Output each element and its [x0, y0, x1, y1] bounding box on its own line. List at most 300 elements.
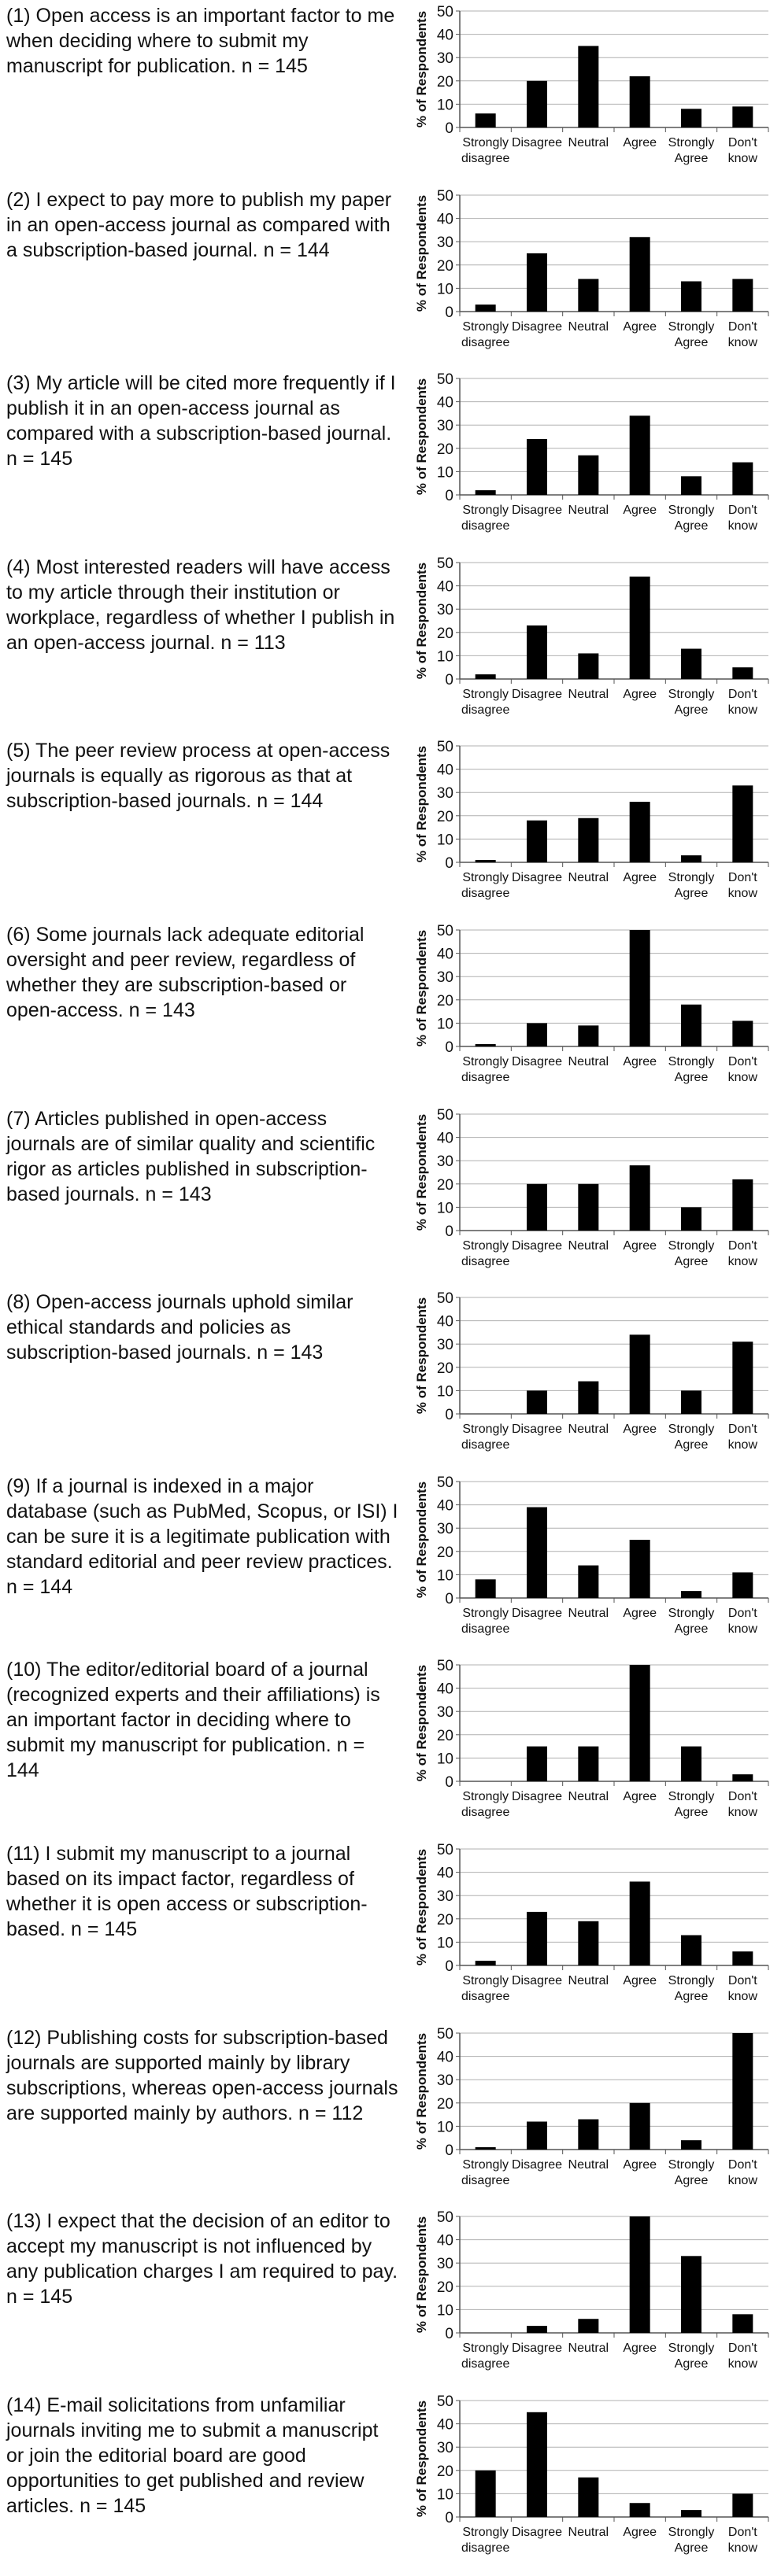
- chart-panel: [0, 2209, 781, 2392]
- y-axis-label: % of Respondents: [414, 2400, 429, 2517]
- x-tick-label: Don't know: [727, 504, 758, 533]
- bar: [527, 1183, 547, 1230]
- bar: [476, 304, 496, 312]
- bar: [630, 76, 650, 127]
- y-axis-label: % of Respondents: [414, 1848, 429, 1966]
- y-tick-label: 40: [436, 762, 453, 779]
- y-tick-label: 50: [436, 739, 453, 756]
- y-tick-label: 40: [436, 27, 453, 44]
- y-tick-label: 0: [445, 304, 453, 321]
- x-tick-label: Strongly disagree: [461, 1423, 510, 1452]
- bar: [681, 1591, 701, 1598]
- y-tick-label: 0: [445, 2142, 453, 2159]
- y-tick-label: 0: [445, 671, 453, 688]
- survey-statement: (5) The peer review process at open-access journals is equally as rigorous as that at subscription-based journals. n = 144: [6, 740, 390, 813]
- bar: [527, 253, 547, 312]
- bar-chart: [409, 1841, 773, 2022]
- x-tick-label: Strongly disagree: [461, 2342, 510, 2371]
- bar: [476, 1961, 496, 1965]
- y-tick-label: 20: [436, 2463, 453, 2480]
- bar: [732, 279, 753, 311]
- y-tick-label: 50: [436, 1474, 453, 1491]
- x-tick-label: Neutral: [568, 1055, 609, 1068]
- x-tick-label: Strongly Agree: [668, 1423, 715, 1452]
- y-tick-label: 40: [436, 2049, 453, 2066]
- bar: [578, 2477, 598, 2516]
- y-tick-label: 30: [436, 234, 453, 251]
- chart-panel: [0, 1290, 781, 1473]
- y-tick-label: 50: [436, 1290, 453, 1308]
- y-tick-label: 20: [436, 1176, 453, 1194]
- bar: [527, 2121, 547, 2150]
- y-axis-label: % of Respondents: [414, 929, 429, 1047]
- x-tick-label: Strongly Agree: [668, 1055, 715, 1084]
- x-tick-label: Neutral: [568, 1790, 609, 1804]
- bar: [681, 1747, 701, 1781]
- x-tick-label: Neutral: [568, 2157, 609, 2172]
- y-tick-label: 30: [436, 2072, 453, 2089]
- survey-statement: (10) The editor/editorial board of a journal (recognized experts and their affiliations) is an important factor in deciding where to submit my manuscript for publication. n = 144: [6, 1659, 380, 1782]
- x-tick-label: Neutral: [568, 136, 609, 149]
- chart-panel: [0, 1474, 781, 1657]
- x-tick-label: Agree: [623, 319, 657, 334]
- x-tick-label: Neutral: [568, 687, 609, 701]
- bar: [681, 2510, 701, 2517]
- y-tick-label: 50: [436, 187, 453, 205]
- x-tick-label: Agree: [623, 504, 657, 518]
- bar: [476, 2471, 496, 2517]
- y-tick-label: 40: [436, 1865, 453, 1882]
- x-tick-label: Agree: [623, 687, 657, 701]
- bar: [732, 1342, 753, 1414]
- y-tick-label: 10: [436, 2302, 453, 2320]
- y-tick-label: 10: [436, 1751, 453, 1768]
- x-tick-label: Agree: [623, 136, 657, 149]
- x-tick-label: Don't know: [727, 1055, 758, 1084]
- x-tick-label: Disagree: [511, 1238, 563, 1253]
- survey-statement: (9) If a journal is indexed in a major database (such as PubMed, Scopus, or ISI) I can be sure it is a legitimate publication with standard editorial and peer review practices. n = 144: [6, 1474, 398, 1598]
- y-tick-label: 30: [436, 2256, 453, 2273]
- x-tick-label: Neutral: [568, 871, 609, 885]
- chart-panel: [0, 1841, 781, 2024]
- x-tick-label: Don't know: [727, 871, 758, 901]
- bar-chart: [409, 555, 773, 736]
- chart-panel: [0, 2393, 781, 2576]
- x-tick-label: Disagree: [511, 871, 563, 885]
- x-tick-label: Strongly disagree: [461, 871, 510, 901]
- bar: [681, 477, 701, 496]
- y-tick-label: 40: [436, 946, 453, 963]
- bar: [476, 674, 496, 679]
- bar: [578, 279, 598, 311]
- y-tick-label: 30: [436, 1153, 453, 1170]
- x-tick-label: Strongly Agree: [668, 871, 715, 901]
- bar-chart: [409, 1657, 773, 1838]
- y-tick-label: 0: [445, 120, 453, 137]
- bar-chart: [409, 2209, 773, 2390]
- bar: [630, 2503, 650, 2517]
- x-tick-label: Disagree: [511, 1423, 563, 1437]
- x-tick-label: Strongly disagree: [461, 2157, 510, 2187]
- y-tick-label: 50: [436, 1842, 453, 1858]
- y-tick-label: 0: [445, 2326, 453, 2343]
- bar: [578, 1921, 598, 1965]
- bar: [578, 818, 598, 862]
- x-tick-label: Neutral: [568, 1423, 609, 1437]
- x-tick-label: Agree: [623, 871, 657, 885]
- y-axis-label: % of Respondents: [414, 746, 429, 863]
- bar-chart: [409, 1290, 773, 1471]
- bar-chart: [409, 1106, 773, 1287]
- y-tick-label: 10: [436, 832, 453, 849]
- x-tick-label: Agree: [623, 1423, 657, 1437]
- x-tick-label: Disagree: [511, 1974, 563, 1987]
- bar: [630, 2216, 650, 2333]
- bar: [527, 81, 547, 127]
- bar: [681, 1005, 701, 1046]
- survey-statement: (12) Publishing costs for subscription-based journals are supported mainly by library subscriptions, whereas open-access journals are supported mainly by authors. n = 112: [6, 2026, 398, 2124]
- x-tick-label: Agree: [623, 2525, 657, 2539]
- bar-chart: [409, 371, 773, 552]
- bar: [527, 2412, 547, 2517]
- bar: [527, 1912, 547, 1965]
- y-tick-label: 40: [436, 1130, 453, 1147]
- bar: [681, 109, 701, 127]
- y-tick-label: 0: [445, 2509, 453, 2526]
- chart-panel: [0, 922, 781, 1105]
- chart-panel: [0, 555, 781, 738]
- chart-panel: [0, 187, 781, 371]
- bar: [578, 1565, 598, 1597]
- survey-statement: (3) My article will be cited more frequently if I publish it in an open-access journal as compared with a subscription-based journal. n = 145: [6, 372, 396, 471]
- y-tick-label: 30: [436, 1704, 453, 1722]
- y-axis-label: % of Respondents: [414, 378, 429, 496]
- y-tick-label: 0: [445, 1590, 453, 1607]
- x-tick-label: Disagree: [511, 1790, 563, 1804]
- bar: [732, 2493, 753, 2517]
- bar-chart: [409, 738, 773, 919]
- bar: [527, 439, 547, 495]
- x-tick-label: Strongly disagree: [461, 504, 510, 533]
- survey-statement: (8) Open-access journals uphold similar ethical standards and policies as subscription-based journals. n = 143: [6, 1291, 353, 1364]
- x-tick-label: Strongly Agree: [668, 2157, 715, 2187]
- bar-chart: [409, 1474, 773, 1655]
- y-tick-label: 20: [436, 2095, 453, 2113]
- x-tick-label: Disagree: [511, 1055, 563, 1068]
- x-tick-label: Disagree: [511, 1606, 563, 1620]
- x-tick-label: Neutral: [568, 2525, 609, 2539]
- bar: [476, 1579, 496, 1598]
- y-tick-label: 20: [436, 625, 453, 642]
- bar: [476, 860, 496, 862]
- x-tick-label: Disagree: [511, 2157, 563, 2172]
- bar: [732, 667, 753, 679]
- bar: [681, 1391, 701, 1415]
- bar: [732, 1179, 753, 1230]
- bar: [732, 1020, 753, 1046]
- y-tick-label: 20: [436, 1911, 453, 1928]
- y-tick-label: 20: [436, 441, 453, 458]
- y-tick-label: 20: [436, 2279, 453, 2296]
- x-tick-label: Don't know: [727, 1790, 758, 1820]
- x-tick-label: Neutral: [568, 504, 609, 518]
- y-tick-label: 0: [445, 488, 453, 505]
- bar: [681, 1207, 701, 1231]
- bar: [578, 1025, 598, 1046]
- chart-panel: [0, 371, 781, 554]
- bar: [732, 786, 753, 863]
- bar: [732, 1951, 753, 1965]
- x-tick-label: Disagree: [511, 2342, 563, 2356]
- y-tick-label: 40: [436, 1681, 453, 1698]
- x-tick-label: Strongly Agree: [668, 1606, 715, 1636]
- y-tick-label: 40: [436, 394, 453, 411]
- y-axis-label: % of Respondents: [414, 2032, 429, 2150]
- x-tick-label: Neutral: [568, 2342, 609, 2356]
- y-tick-label: 10: [436, 2486, 453, 2504]
- x-tick-label: Strongly disagree: [461, 687, 510, 717]
- y-tick-label: 40: [436, 1313, 453, 1330]
- bar-chart: [409, 2393, 773, 2574]
- y-tick-label: 10: [436, 97, 453, 114]
- x-tick-label: Neutral: [568, 1606, 609, 1620]
- x-tick-label: Strongly disagree: [461, 319, 510, 349]
- x-tick-label: Strongly Agree: [668, 2342, 715, 2371]
- y-tick-label: 30: [436, 418, 453, 435]
- x-tick-label: Neutral: [568, 319, 609, 334]
- x-tick-label: Don't know: [727, 687, 758, 717]
- y-axis-label: % of Respondents: [414, 2216, 429, 2334]
- bar: [527, 2326, 547, 2333]
- y-tick-label: 40: [436, 578, 453, 596]
- bar: [578, 1747, 598, 1781]
- y-tick-label: 50: [436, 371, 453, 389]
- x-tick-label: Don't know: [727, 1974, 758, 2003]
- x-tick-label: Strongly disagree: [461, 1974, 510, 2003]
- bar: [630, 577, 650, 679]
- x-tick-label: Strongly Agree: [668, 1238, 715, 1268]
- survey-statement: (11) I submit my manuscript to a journal based on its impact factor, regardless of whether it is open access or subscription-based. n = 145: [6, 1843, 368, 1940]
- x-tick-label: Agree: [623, 1974, 657, 1987]
- bar-chart: [409, 187, 773, 368]
- y-tick-label: 30: [436, 1337, 453, 1354]
- x-tick-label: Agree: [623, 2157, 657, 2172]
- survey-statement: (7) Articles published in open-access journals are of similar quality and scientific rigor as articles published in subscription-based journals. n = 143: [6, 1107, 376, 1205]
- x-tick-label: Disagree: [511, 504, 563, 518]
- y-tick-label: 40: [436, 2416, 453, 2434]
- y-tick-label: 0: [445, 1774, 453, 1792]
- bar-chart: [409, 3, 773, 184]
- survey-statement: (6) Some journals lack adequate editorial oversight and peer review, regardless of whether they are subscription-based or open-access. n = 143: [6, 924, 365, 1021]
- y-tick-label: 10: [436, 1383, 453, 1401]
- x-tick-label: Don't know: [727, 2525, 758, 2555]
- x-tick-label: Don't know: [727, 1238, 758, 1268]
- bar: [630, 1881, 650, 1965]
- bar: [476, 2147, 496, 2150]
- x-tick-label: Strongly disagree: [461, 1055, 510, 1084]
- x-tick-label: Strongly disagree: [461, 1790, 510, 1820]
- x-tick-label: Strongly Agree: [668, 136, 715, 165]
- bar: [630, 930, 650, 1046]
- y-tick-label: 10: [436, 1199, 453, 1216]
- y-tick-label: 20: [436, 992, 453, 1009]
- x-tick-label: Strongly disagree: [461, 136, 510, 165]
- y-axis-label: % of Respondents: [414, 1481, 429, 1598]
- x-tick-label: Agree: [623, 1238, 657, 1253]
- y-axis-label: % of Respondents: [414, 1113, 429, 1231]
- y-tick-label: 20: [436, 809, 453, 826]
- chart-panel: [0, 738, 781, 921]
- bar: [476, 113, 496, 127]
- x-tick-label: Don't know: [727, 2157, 758, 2187]
- x-tick-label: Strongly Agree: [668, 1790, 715, 1820]
- bar: [476, 1044, 496, 1046]
- x-tick-label: Neutral: [568, 1238, 609, 1253]
- y-tick-label: 20: [436, 73, 453, 90]
- survey-statement: (1) Open access is an important factor to me when deciding where to submit my manuscript for publication. n = 145: [6, 5, 395, 77]
- x-tick-label: Don't know: [727, 2342, 758, 2371]
- chart-panel: [0, 1106, 781, 1290]
- y-tick-label: 50: [436, 555, 453, 572]
- bar: [527, 1391, 547, 1415]
- bar: [681, 1936, 701, 1965]
- y-tick-label: 0: [445, 1407, 453, 1424]
- x-tick-label: Don't know: [727, 1606, 758, 1636]
- x-tick-label: Don't know: [727, 319, 758, 349]
- y-tick-label: 30: [436, 2439, 453, 2456]
- bar-chart: [409, 922, 773, 1103]
- bar: [527, 1507, 547, 1597]
- x-tick-label: Strongly Agree: [668, 2525, 715, 2555]
- bar: [578, 2119, 598, 2149]
- bar: [578, 456, 598, 495]
- bar: [732, 463, 753, 495]
- bar: [476, 490, 496, 495]
- chart-panel: [0, 3, 781, 186]
- y-tick-label: 50: [436, 2209, 453, 2227]
- y-tick-label: 50: [436, 4, 453, 20]
- bar-chart: [409, 2025, 773, 2206]
- x-tick-label: Disagree: [511, 2525, 563, 2539]
- chart-panel: [0, 2025, 781, 2209]
- x-tick-label: Don't know: [727, 1423, 758, 1452]
- y-tick-label: 20: [436, 1728, 453, 1745]
- y-tick-label: 40: [436, 2232, 453, 2249]
- bar: [732, 2315, 753, 2334]
- x-tick-label: Strongly Agree: [668, 1974, 715, 2003]
- bar: [578, 2319, 598, 2333]
- y-tick-label: 10: [436, 280, 453, 297]
- y-tick-label: 30: [436, 785, 453, 803]
- x-tick-label: Strongly disagree: [461, 1238, 510, 1268]
- bar: [527, 626, 547, 679]
- bar: [630, 1335, 650, 1415]
- y-tick-label: 0: [445, 1958, 453, 1975]
- y-tick-label: 30: [436, 1520, 453, 1537]
- bar: [578, 46, 598, 127]
- survey-statement: (4) Most interested readers will have access to my article through their institution or workplace, regardless of whether I publish in an open-access journal. n = 113: [6, 555, 395, 654]
- y-tick-label: 20: [436, 257, 453, 275]
- y-axis-label: % of Respondents: [414, 10, 429, 128]
- x-tick-label: Strongly Agree: [668, 504, 715, 533]
- y-tick-label: 50: [436, 923, 453, 939]
- bar: [681, 2257, 701, 2334]
- bar: [630, 1165, 650, 1231]
- x-tick-label: Disagree: [511, 136, 563, 149]
- bar: [630, 2102, 650, 2149]
- chart-panel: [0, 1657, 781, 1840]
- y-tick-label: 30: [436, 50, 453, 68]
- bar: [732, 1572, 753, 1598]
- bar: [732, 106, 753, 127]
- y-tick-label: 10: [436, 464, 453, 482]
- y-tick-label: 30: [436, 601, 453, 618]
- y-tick-label: 0: [445, 855, 453, 873]
- y-tick-label: 10: [436, 1567, 453, 1585]
- y-tick-label: 0: [445, 1039, 453, 1056]
- y-axis-label: % of Respondents: [414, 1665, 429, 1782]
- y-tick-label: 50: [436, 1658, 453, 1675]
- bar: [527, 1023, 547, 1046]
- x-tick-label: Agree: [623, 1606, 657, 1620]
- y-tick-label: 10: [436, 1935, 453, 1952]
- y-tick-label: 50: [436, 1106, 453, 1124]
- x-tick-label: Disagree: [511, 319, 563, 334]
- x-tick-label: Strongly Agree: [668, 687, 715, 717]
- y-tick-label: 50: [436, 2025, 453, 2043]
- bar: [578, 1382, 598, 1414]
- bar: [681, 281, 701, 311]
- y-tick-label: 30: [436, 1888, 453, 1906]
- x-tick-label: Neutral: [568, 1974, 609, 1987]
- x-tick-label: Agree: [623, 1055, 657, 1068]
- x-tick-label: Agree: [623, 2342, 657, 2356]
- y-tick-label: 30: [436, 969, 453, 987]
- y-tick-label: 10: [436, 1016, 453, 1033]
- y-tick-label: 0: [445, 1223, 453, 1240]
- bar: [732, 2033, 753, 2150]
- y-axis-label: % of Respondents: [414, 194, 429, 312]
- survey-statement: (13) I expect that the decision of an editor to accept my manuscript is not influenced by any publication charges I am required to pay. n = 145: [6, 2210, 398, 2308]
- x-tick-label: Strongly Agree: [668, 319, 715, 349]
- survey-statement: (14) E-mail solicitations from unfamiliar journals inviting me to submit a manuscript or join the editorial board are good opportunities to get published and review articles. n = 145: [6, 2393, 379, 2517]
- x-tick-label: Disagree: [511, 687, 563, 701]
- bar: [630, 802, 650, 862]
- bar: [681, 2140, 701, 2150]
- y-tick-label: 40: [436, 1497, 453, 1515]
- bar: [732, 1775, 753, 1782]
- bar: [578, 653, 598, 679]
- y-tick-label: 50: [436, 2393, 453, 2410]
- y-tick-label: 20: [436, 1360, 453, 1377]
- x-tick-label: Strongly disagree: [461, 1606, 510, 1636]
- x-tick-label: Agree: [623, 1790, 657, 1804]
- bar: [681, 648, 701, 678]
- bar: [681, 856, 701, 863]
- y-tick-label: 10: [436, 648, 453, 666]
- bar: [630, 237, 650, 312]
- bar: [578, 1183, 598, 1230]
- bar: [527, 1747, 547, 1781]
- y-axis-label: % of Respondents: [414, 562, 429, 679]
- x-tick-label: Don't know: [727, 136, 758, 165]
- y-tick-label: 40: [436, 211, 453, 228]
- survey-statement: (2) I expect to pay more to publish my paper in an open-access journal as compared with a subscription-based journal. n = 144: [6, 188, 392, 261]
- x-tick-label: Strongly disagree: [461, 2525, 510, 2555]
- y-axis-label: % of Respondents: [414, 1297, 429, 1415]
- y-tick-label: 20: [436, 1544, 453, 1561]
- bar: [630, 1540, 650, 1598]
